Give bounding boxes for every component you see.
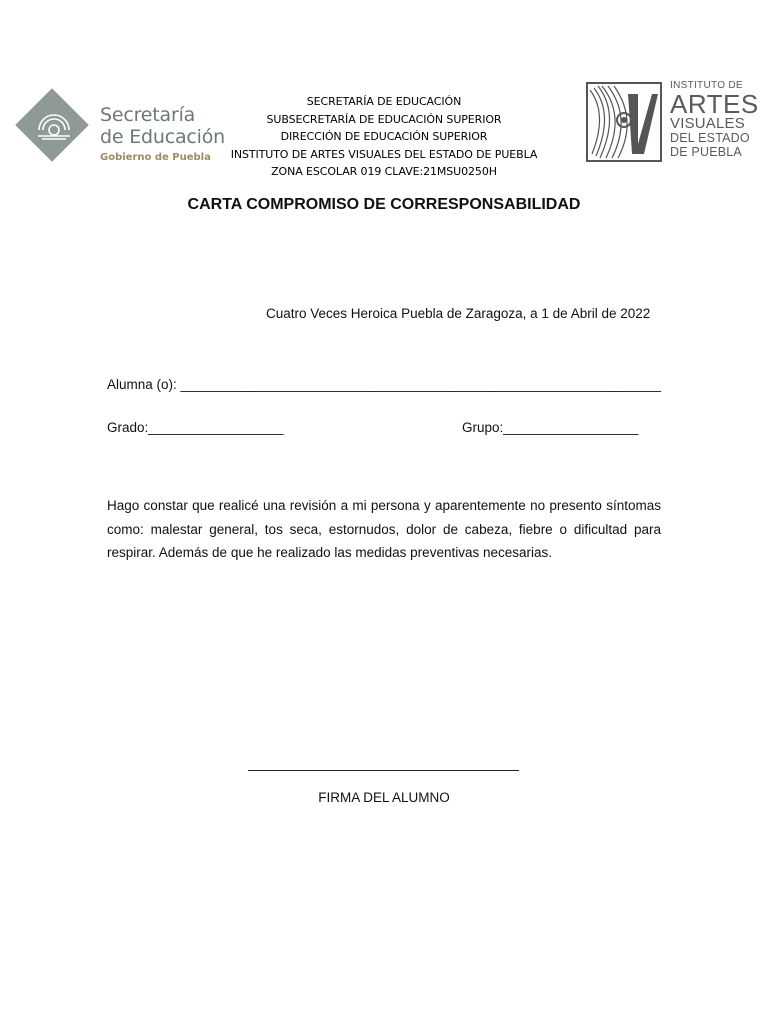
- iav-line4: DEL ESTADO: [670, 131, 750, 145]
- iav-emblem-icon: [586, 82, 662, 162]
- header-line: SECRETARÍA DE EDUCACIÓN: [306, 95, 462, 108]
- iav-puebla-logo: [586, 80, 759, 166]
- group-field: Grupo:__________________: [462, 420, 639, 435]
- iav-line1: INSTITUTO DE: [670, 80, 743, 91]
- logo-left-line3: Gobierno de Puebla: [100, 152, 211, 163]
- iav-line3: VISUALES: [670, 115, 745, 132]
- header-line: SUBSECRETARÍA DE EDUCACIÓN SUPERIOR: [266, 112, 502, 126]
- iav-line2: ARTES: [670, 89, 759, 119]
- institution-header: [200, 93, 568, 181]
- signature-label: FIRMA DEL ALUMNO: [318, 790, 450, 805]
- secretaria-educacion-logo: [18, 92, 223, 168]
- header-line: INSTITUTO DE ARTES VISUALES DEL ESTADO DE PUEBLA: [230, 147, 538, 161]
- iav-logo-text: [670, 80, 759, 159]
- student-name-field: Alumna (o): ________________________________________________________________: [107, 377, 662, 392]
- iav-line5: DE PUEBLA: [670, 145, 742, 159]
- grade-field: Grado:__________________: [107, 420, 284, 435]
- header-line: DIRECCIÓN DE EDUCACIÓN SUPERIOR: [280, 130, 488, 143]
- place-date: Cuatro Veces Heroica Puebla de Zaragoza, a 1 de Abril de 2022: [266, 306, 651, 321]
- logo-left-line2: de Educación: [100, 126, 225, 148]
- logo-left-line1: Secretaría: [100, 104, 196, 126]
- declaration-paragraph: Hago constar que realicé una revisión a mi persona y aparentemente no presento síntomas como: malestar general, tos seca, estornudos, dolor de cabeza, fiebre o dificultad para respirar. Además de que he realizado las medidas preventivas necesarias.: [107, 498, 661, 560]
- sun-emblem-icon: [34, 108, 74, 148]
- document-title: CARTA COMPROMISO DE CORRESPONSABILIDAD: [187, 196, 581, 213]
- signature-line: [248, 770, 519, 771]
- header-line: ZONA ESCOLAR 019 CLAVE:21MSU0250H: [271, 165, 497, 178]
